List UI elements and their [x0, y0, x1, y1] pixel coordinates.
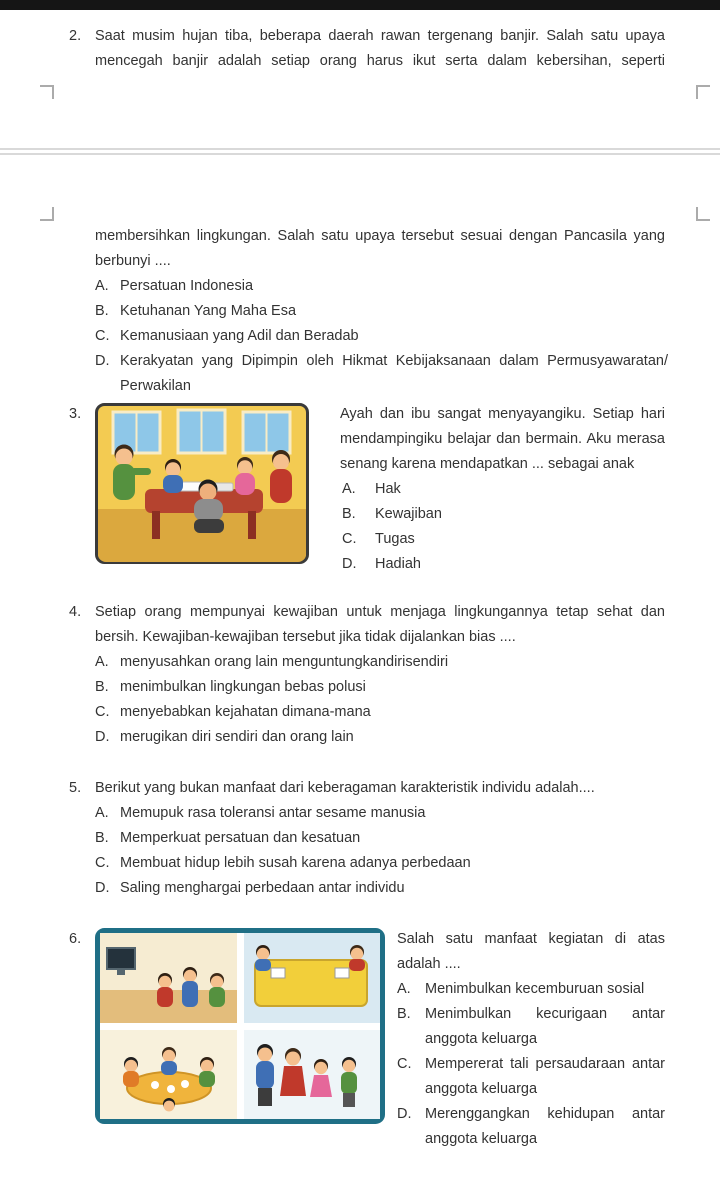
answer-option	[95, 700, 668, 725]
option-text-line1: Mempererat tali persaudaraan antar	[425, 1056, 665, 1072]
panel-family-group	[241, 1027, 380, 1119]
option-text: Persatuan Indonesia	[120, 278, 254, 294]
option-letter: B.	[95, 303, 109, 319]
answer-option	[95, 349, 668, 399]
option-text: Membuat hidup lebih susah karena adanya perbedaan	[120, 855, 471, 871]
option-letter: C.	[95, 704, 110, 720]
option-letter: A.	[342, 481, 356, 497]
option-letter: A.	[95, 654, 109, 670]
option-text: menyebabkan kejahatan dimana-mana	[120, 704, 371, 720]
option-letter: D.	[95, 353, 110, 369]
option-letter: C.	[95, 855, 110, 871]
option-text: Memupuk rasa toleransi antar sesame manusia	[120, 805, 426, 821]
option-text-line1: Menimbulkan kecurigaan antar	[425, 1006, 665, 1022]
option-text: menyusahkan orang lain menguntungkandirisendiri	[120, 654, 449, 670]
page1-bottom-right-crop-mark	[696, 85, 710, 99]
question-3-number: 3.	[69, 406, 82, 422]
answer-option	[342, 502, 665, 527]
question-4-text: Setiap orang mempunyai kewajiban untuk menjaga lingkungannya tetap sehat dan bersih. Kewajiban-kewajiban tersebut jika tidak dijalankan bias ....	[95, 604, 665, 645]
question-3-illustration	[95, 403, 309, 564]
option-letter: D.	[342, 556, 357, 572]
option-text: Kemanusiaan yang Adil dan Beradab	[120, 328, 359, 344]
option-letter: B.	[397, 1006, 411, 1022]
question-6-options	[397, 977, 665, 1152]
option-text: merugikan diri sendiri dan orang lain	[120, 729, 354, 745]
answer-option	[95, 851, 668, 876]
page-divider-line	[0, 153, 720, 155]
option-text	[425, 1052, 665, 1102]
question-5-text: Berikut yang bukan manfaat dari keberagaman karakteristik individu adalah....	[95, 780, 595, 796]
answer-option	[397, 1052, 665, 1102]
page-divider-line	[0, 148, 720, 150]
option-text: Menimbulkan kecemburuan sosial	[425, 981, 645, 997]
answer-option	[397, 1102, 665, 1152]
answer-option	[342, 477, 665, 502]
option-letter: C.	[95, 328, 110, 344]
option-letter: B.	[342, 506, 356, 522]
answer-option	[397, 977, 665, 1002]
option-text: Hadiah	[375, 556, 421, 572]
answer-option	[95, 324, 668, 349]
panel-eating-together	[100, 1027, 239, 1119]
page2-top-right-crop-mark	[696, 207, 710, 221]
answer-option	[95, 801, 668, 826]
question-6-illustration	[95, 928, 385, 1124]
question-3-text: Ayah dan ibu sangat menyayangiku. Setiap hari mendampingiku belajar dan bermain. Aku merasa senang karena mendapatkan ... sebagai anak	[340, 406, 665, 472]
option-letter: A.	[95, 805, 109, 821]
option-text: Memperkuat persatuan dan kesatuan	[120, 830, 361, 846]
answer-option	[95, 650, 668, 675]
question-2-options	[95, 274, 668, 399]
page2-top-left-crop-mark	[40, 207, 54, 221]
question-6-number: 6.	[69, 931, 82, 947]
panel-studying	[241, 933, 380, 1025]
answer-option	[95, 299, 668, 324]
option-letter: C.	[397, 1056, 412, 1072]
question-5-options	[95, 801, 668, 901]
option-text-line2: anggota keluarga	[425, 1131, 538, 1147]
question-2-text-part2: membersihkan lingkungan. Salah satu upaya tersebut sesuai dengan Pancasila yang berbunyi ....	[95, 228, 665, 269]
question-3-options	[342, 477, 665, 577]
option-letter: B.	[95, 679, 109, 695]
option-letter: D.	[95, 880, 110, 896]
answer-option	[95, 675, 668, 700]
question-2-text-part1: Saat musim hujan tiba, beberapa daerah rawan tergenang banjir. Salah satu upaya mencegah banjir adalah setiap orang harus ikut serta dalam kebersihan, seperti	[95, 28, 665, 69]
question-2-number: 2.	[69, 28, 82, 44]
option-letter: A.	[397, 981, 411, 997]
option-letter: D.	[95, 729, 110, 745]
option-text: Ketuhanan Yang Maha Esa	[120, 303, 297, 319]
option-text-line1: Kerakyatan yang Dipimpin oleh Hikmat Kebijaksanaan dalam Permusyawaratan/	[120, 353, 668, 369]
windows	[113, 410, 290, 453]
question-4-number: 4.	[69, 604, 82, 620]
question-4-options	[95, 650, 668, 750]
option-letter: C.	[342, 531, 357, 547]
option-text	[425, 1002, 665, 1052]
answer-option	[397, 1002, 665, 1052]
option-text: menimbulkan lingkungan bebas polusi	[120, 679, 366, 695]
option-text	[425, 1102, 665, 1152]
answer-option	[342, 527, 665, 552]
family-activities-grid	[95, 928, 385, 1124]
option-text: Hak	[375, 481, 401, 497]
answer-option	[95, 876, 668, 901]
option-text-line2: anggota keluarga	[425, 1031, 538, 1047]
question-5-number: 5.	[69, 780, 82, 796]
answer-option	[95, 826, 668, 851]
option-text-line2: Perwakilan	[120, 378, 191, 394]
page-top-banner	[0, 0, 720, 10]
panel-watching-tv	[100, 933, 239, 1025]
option-text: Saling menghargai perbedaan antar individu	[120, 880, 405, 896]
option-letter: D.	[397, 1106, 412, 1122]
option-letter: A.	[95, 278, 109, 294]
option-text	[120, 349, 668, 399]
question-6-text: Salah satu manfaat kegiatan di atas adalah ....	[397, 931, 665, 972]
option-text: Kewajiban	[375, 506, 442, 522]
option-text: Tugas	[375, 531, 415, 547]
option-text-line2: anggota keluarga	[425, 1081, 538, 1097]
option-letter: B.	[95, 830, 109, 846]
option-text-line1: Merenggangkan kehidupan antar	[425, 1106, 665, 1122]
answer-option	[95, 274, 668, 299]
answer-option	[342, 552, 665, 577]
answer-option	[95, 725, 668, 750]
page1-bottom-left-crop-mark	[40, 85, 54, 99]
family-study-scene	[95, 403, 309, 564]
